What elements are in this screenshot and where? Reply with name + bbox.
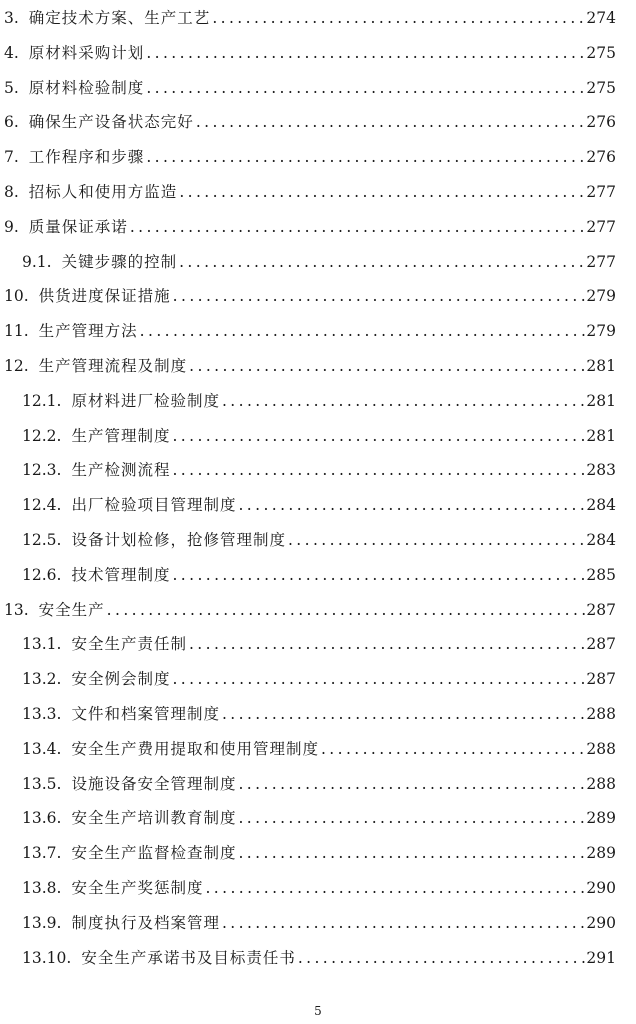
- toc-entry[interactable]: [4, 73, 616, 103]
- toc-entry[interactable]: [22, 386, 616, 416]
- toc-entry-page: 277: [586, 252, 616, 271]
- toc-entry-number: 12.6.: [22, 565, 62, 584]
- toc-entry-title: 设施设备安全管理制度: [71, 774, 237, 793]
- toc-dot-leader: [187, 351, 586, 381]
- toc-entry-title: 安全生产奖惩制度: [71, 879, 204, 897]
- toc-entry[interactable]: [22, 664, 616, 694]
- toc-entry-page: 288: [586, 705, 616, 723]
- toc-entry-number: 5.: [4, 78, 19, 97]
- toc-dot-leader: [144, 73, 586, 103]
- toc-dot-leader: [144, 142, 586, 172]
- toc-entry-number: 3.: [4, 9, 19, 27]
- toc-dot-leader: [170, 455, 586, 485]
- toc-entry-number: 13.9.: [22, 913, 62, 932]
- toc-dot-leader: [128, 212, 587, 242]
- toc-entry-page: 284: [586, 531, 616, 549]
- toc-entry-title: 出厂检验项目管理制度: [71, 496, 237, 515]
- toc-entry-page: 277: [586, 183, 616, 201]
- toc-entry-number: 12.5.: [22, 531, 62, 549]
- toc-entry-title: 生产管理流程及制度: [38, 357, 188, 375]
- toc-dot-leader: [220, 699, 586, 729]
- toc-entry[interactable]: [22, 699, 616, 729]
- toc-entry-number: 12.1.: [22, 391, 62, 410]
- toc-entry[interactable]: [22, 734, 616, 764]
- toc-entry-page: 276: [586, 148, 616, 167]
- toc-entry-page: 279: [586, 322, 616, 341]
- toc-entry-title: 原材料进厂检验制度: [71, 391, 220, 410]
- toc-entry-number: 13.5.: [22, 774, 62, 793]
- toc-entry[interactable]: [22, 769, 616, 799]
- toc-entry[interactable]: [22, 629, 616, 659]
- toc-dot-leader: [236, 838, 586, 868]
- toc-entry[interactable]: [22, 525, 616, 555]
- toc-entry-page: 289: [586, 844, 616, 863]
- toc-entry-page: 287: [586, 635, 616, 654]
- toc-entry-title: 工作程序和步骤: [28, 148, 145, 167]
- toc-entry-page: 281: [586, 357, 616, 375]
- toc-entry-number: 13.2.: [22, 670, 62, 689]
- toc-entry-title: 生产管理方法: [38, 322, 138, 341]
- toc-entry-page: 275: [586, 78, 616, 97]
- toc-dot-leader: [220, 386, 586, 416]
- toc-dot-leader: [296, 943, 587, 973]
- toc-entry[interactable]: [4, 142, 616, 172]
- toc-dot-leader: [138, 316, 587, 346]
- toc-entry[interactable]: [4, 177, 616, 207]
- toc-entry-number: 13.6.: [22, 809, 62, 828]
- toc-entry[interactable]: [22, 908, 616, 938]
- toc-entry[interactable]: [4, 351, 616, 381]
- toc-entry-page: 281: [586, 426, 616, 445]
- toc-entry[interactable]: [4, 3, 616, 33]
- toc-dot-leader: [236, 769, 586, 799]
- toc-entry-number: 13.4.: [22, 739, 62, 758]
- toc-entry-page: 287: [586, 600, 616, 619]
- toc-dot-leader: [105, 595, 587, 625]
- toc-entry-page: 277: [586, 217, 616, 236]
- toc-entry-title: 安全例会制度: [71, 670, 171, 689]
- toc-dot-leader: [220, 908, 586, 938]
- toc-entry-page: 274: [586, 9, 616, 27]
- toc-entry-number: 12.: [4, 357, 29, 375]
- toc-entry-page: 290: [586, 913, 616, 932]
- toc-dot-leader: [194, 107, 587, 137]
- toc-entry-page: 279: [586, 287, 616, 306]
- toc-entry-page: 290: [586, 879, 616, 897]
- toc-entry[interactable]: [22, 247, 616, 277]
- toc-entry-number: 8.: [4, 183, 19, 201]
- toc-entry[interactable]: [4, 595, 616, 625]
- toc-entry-title: 原材料检验制度: [28, 78, 145, 97]
- toc-entry[interactable]: [22, 421, 616, 451]
- toc-entry[interactable]: [22, 838, 616, 868]
- toc-entry-number: 13.7.: [22, 844, 62, 863]
- toc-entry-title: 原材料采购计划: [28, 43, 145, 62]
- toc-entry-page: 281: [586, 391, 616, 410]
- toc-dot-leader: [170, 664, 586, 694]
- toc-entry-title: 安全生产费用提取和使用管理制度: [71, 739, 319, 758]
- page-number: 5: [314, 1004, 322, 1018]
- toc-entry[interactable]: [22, 873, 616, 903]
- toc-entry-title: 制度执行及档案管理: [71, 913, 220, 932]
- toc-entry-number: 7.: [4, 148, 19, 167]
- toc-entry-page: 276: [586, 113, 616, 132]
- toc-entry-number: 6.: [4, 113, 19, 132]
- toc-dot-leader: [144, 38, 586, 68]
- toc-entry-page: 283: [586, 461, 616, 480]
- toc-entry-number: 9.: [4, 217, 19, 236]
- toc-entry-title: 生产管理制度: [71, 426, 171, 445]
- toc-entry-page: 291: [586, 948, 616, 967]
- toc-entry-title: 安全生产责任制: [71, 635, 187, 654]
- toc-dot-leader: [319, 734, 586, 764]
- toc-entry-number: 4.: [4, 43, 19, 62]
- toc-entry-title: 设备计划检修，抢修管理制度: [71, 531, 286, 549]
- toc-entry[interactable]: [22, 803, 616, 833]
- toc-entry[interactable]: [4, 212, 616, 242]
- toc-entry-number: 11.: [4, 322, 29, 341]
- toc-entry-title: 关键步骤的控制: [61, 252, 178, 271]
- toc-entry-title: 安全生产培训教育制度: [71, 809, 237, 828]
- toc-entry-page: 288: [586, 774, 616, 793]
- toc-entry-title: 文件和档案管理制度: [71, 705, 220, 723]
- toc-entry-page: 285: [586, 565, 616, 584]
- toc-entry-title: 质量保证承诺: [28, 217, 128, 236]
- toc-entry-number: 13.: [4, 600, 29, 619]
- toc-dot-leader: [236, 803, 586, 833]
- toc-entry-number: 13.10.: [22, 948, 72, 967]
- toc-entry[interactable]: [22, 490, 616, 520]
- toc-dot-leader: [210, 3, 586, 33]
- toc-entry-title: 招标人和使用方监造: [28, 183, 178, 201]
- toc-entry-title: 安全生产监督检查制度: [71, 844, 237, 863]
- toc-dot-leader: [187, 629, 586, 659]
- toc-entry-number: 13.3.: [22, 705, 62, 723]
- toc-entry-number: 13.8.: [22, 879, 62, 897]
- toc-entry-number: 12.3.: [22, 461, 62, 480]
- toc-entry-page: 287: [586, 670, 616, 689]
- toc-entry-number: 13.1.: [22, 635, 62, 654]
- toc-dot-leader: [170, 560, 586, 590]
- toc-dot-leader: [286, 525, 586, 555]
- toc-entry-title: 技术管理制度: [71, 565, 171, 584]
- toc-entry-title: 安全生产承诺书及目标责任书: [81, 948, 296, 967]
- toc-entry[interactable]: [4, 107, 616, 137]
- toc-dot-leader: [177, 177, 586, 207]
- toc-entry-page: 288: [586, 739, 616, 758]
- toc-entry-title: 生产检测流程: [71, 461, 171, 480]
- toc-dot-leader: [171, 281, 587, 311]
- toc-entry-number: 12.2.: [22, 426, 62, 445]
- toc-entry-number: 9.1.: [22, 252, 52, 271]
- toc-dot-leader: [203, 873, 586, 903]
- toc-entry-number: 12.4.: [22, 496, 62, 515]
- toc-entry[interactable]: [4, 316, 616, 346]
- toc-entry-page: 284: [586, 496, 616, 515]
- toc-dot-leader: [177, 247, 586, 277]
- toc-entry-title: 确定技术方案、生产工艺: [28, 9, 211, 27]
- toc-entry[interactable]: [22, 455, 616, 485]
- toc-entry-page: 275: [586, 43, 616, 62]
- toc-entry-number: 10.: [4, 287, 29, 306]
- toc-entry-title: 确保生产设备状态完好: [28, 113, 194, 132]
- toc-entry[interactable]: [22, 560, 616, 590]
- toc-entry-page: 289: [586, 809, 616, 828]
- toc-entry[interactable]: [4, 38, 616, 68]
- toc-entry[interactable]: [4, 281, 616, 311]
- toc-entry[interactable]: [22, 943, 616, 973]
- toc-dot-leader: [170, 421, 586, 451]
- toc-entry-title: 供货进度保证措施: [38, 287, 171, 306]
- toc-entry-title: 安全生产: [38, 600, 105, 619]
- toc-dot-leader: [236, 490, 586, 520]
